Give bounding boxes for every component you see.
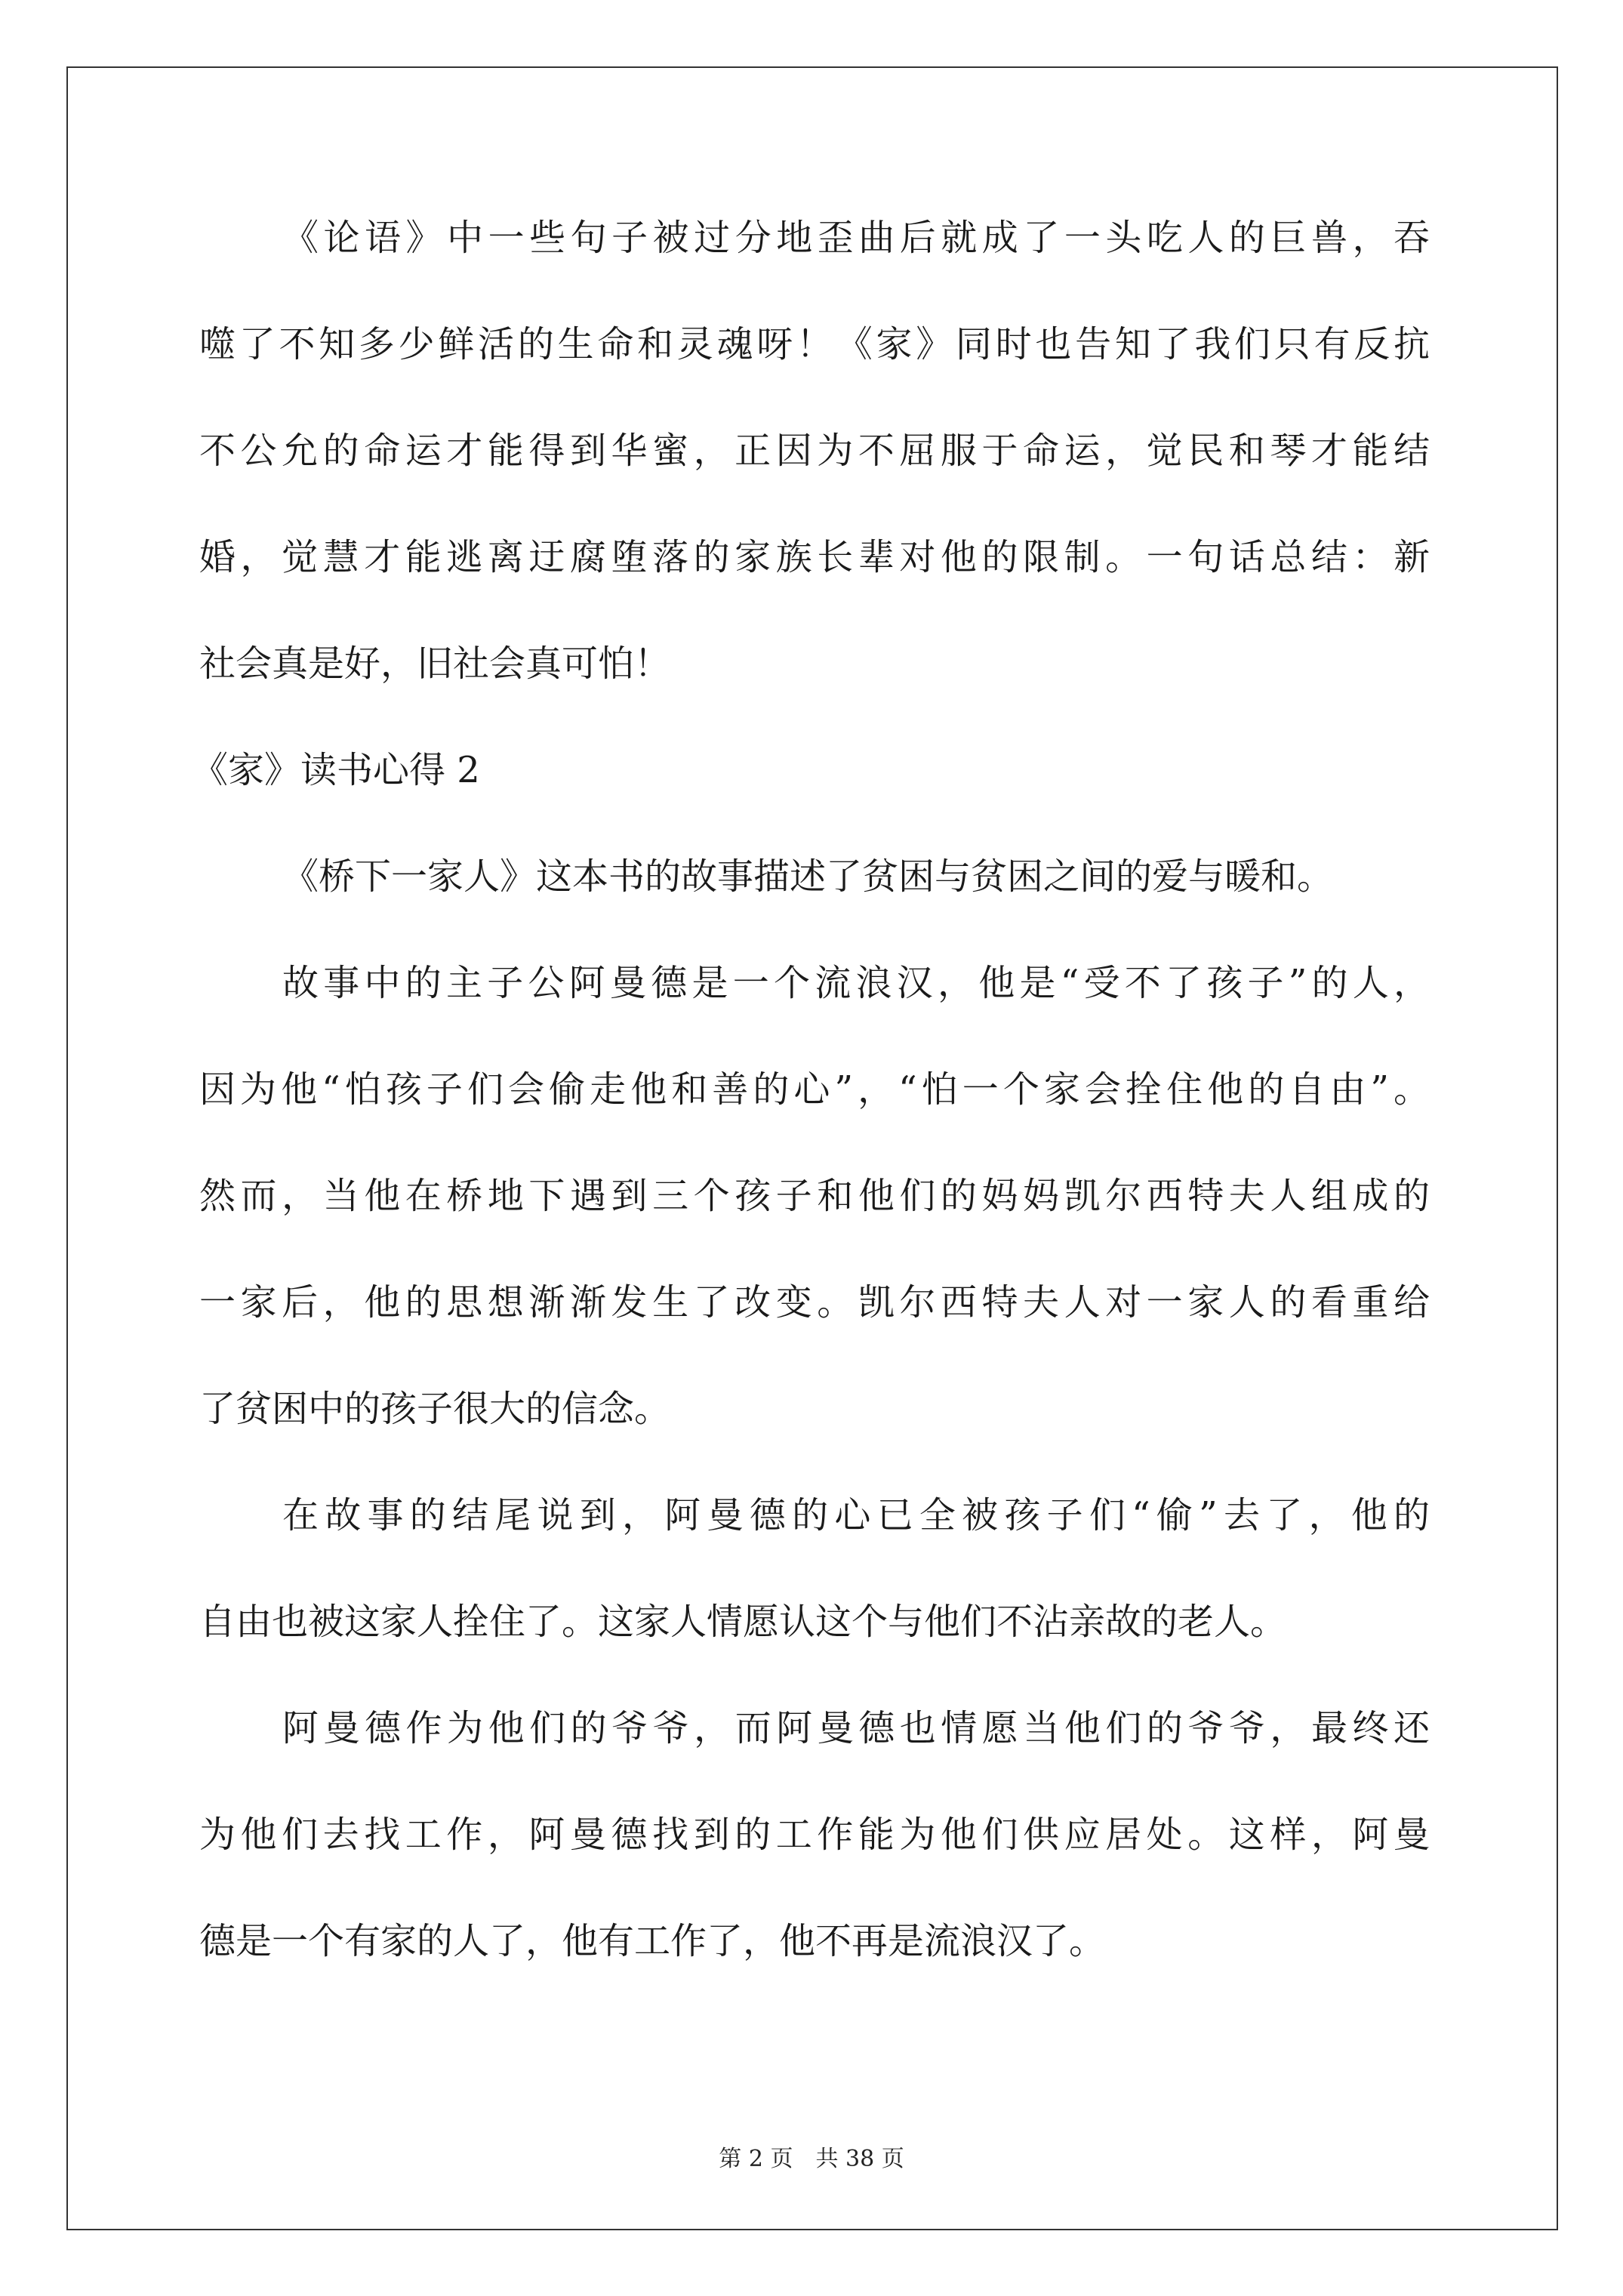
text-line: 噬了不知多少鲜活的生命和灵魂呀！《家》同时也告知了我们只有反抗 <box>199 323 1430 365</box>
text-line: 然而，当他在桥地下遇到三个孩子和他们的妈妈凯尔西特夫人组成的 <box>199 1175 1430 1217</box>
text-line: 不公允的命运才能得到华蜜，正因为不屈服于命运，觉民和琴才能结 <box>199 430 1430 472</box>
text-line: 为他们去找工作，阿曼德找到的工作能为他们供应居处。这样，阿曼 <box>199 1814 1430 1856</box>
text-line: 《论语》中一些句子被过分地歪曲后就成了一头吃人的巨兽，吞 <box>282 217 1430 259</box>
paragraph <box>199 854 1430 960</box>
text-line: 一家后，他的思想渐渐发生了改变。凯尔西特夫人对一家人的看重给 <box>199 1281 1430 1324</box>
section-title: 《家》读书心得 2 <box>192 749 480 791</box>
text-line: 故事中的主子公阿曼德是一个流浪汉，他是“受不了孩子”的人， <box>282 962 1430 1004</box>
paragraph <box>199 1706 1430 2025</box>
document-body <box>192 215 1430 2025</box>
text-line: 阿曼德作为他们的爷爷，而阿曼德也情愿当他们的爷爷，最终还 <box>282 1707 1430 1749</box>
text-line: 社会真是好，旧社会真可怕！ <box>199 643 671 685</box>
paragraph <box>199 960 1430 1493</box>
text-line: 婚，觉慧才能逃离迂腐堕落的家族长辈对他的限制。一句话总结：新 <box>199 536 1430 578</box>
text-line: 《桥下一家人》这本书的故事描述了贫困与贫困之间的爱与暖和。 <box>282 855 1334 898</box>
paragraph <box>199 215 1430 747</box>
paragraph <box>199 1493 1430 1706</box>
text-line: 因为他“怕孩子们会偷走他和善的心”，“怕一个家会拴住他的自由”。 <box>199 1068 1430 1111</box>
page-number: 第 2 页 共 38 页 <box>719 2146 904 2172</box>
text-line: 自由也被这家人拴住了。这家人情愿认这个与他们不沾亲故的老人。 <box>199 1601 1287 1643</box>
text-line: 德是一个有家的人了，他有工作了，他不再是流浪汉了。 <box>199 1920 1106 1962</box>
text-line: 在故事的结尾说到，阿曼德的心已全被孩子们“偷”去了，他的 <box>282 1494 1430 1536</box>
text-line: 了贫困中的孩子很大的信念。 <box>199 1388 671 1430</box>
